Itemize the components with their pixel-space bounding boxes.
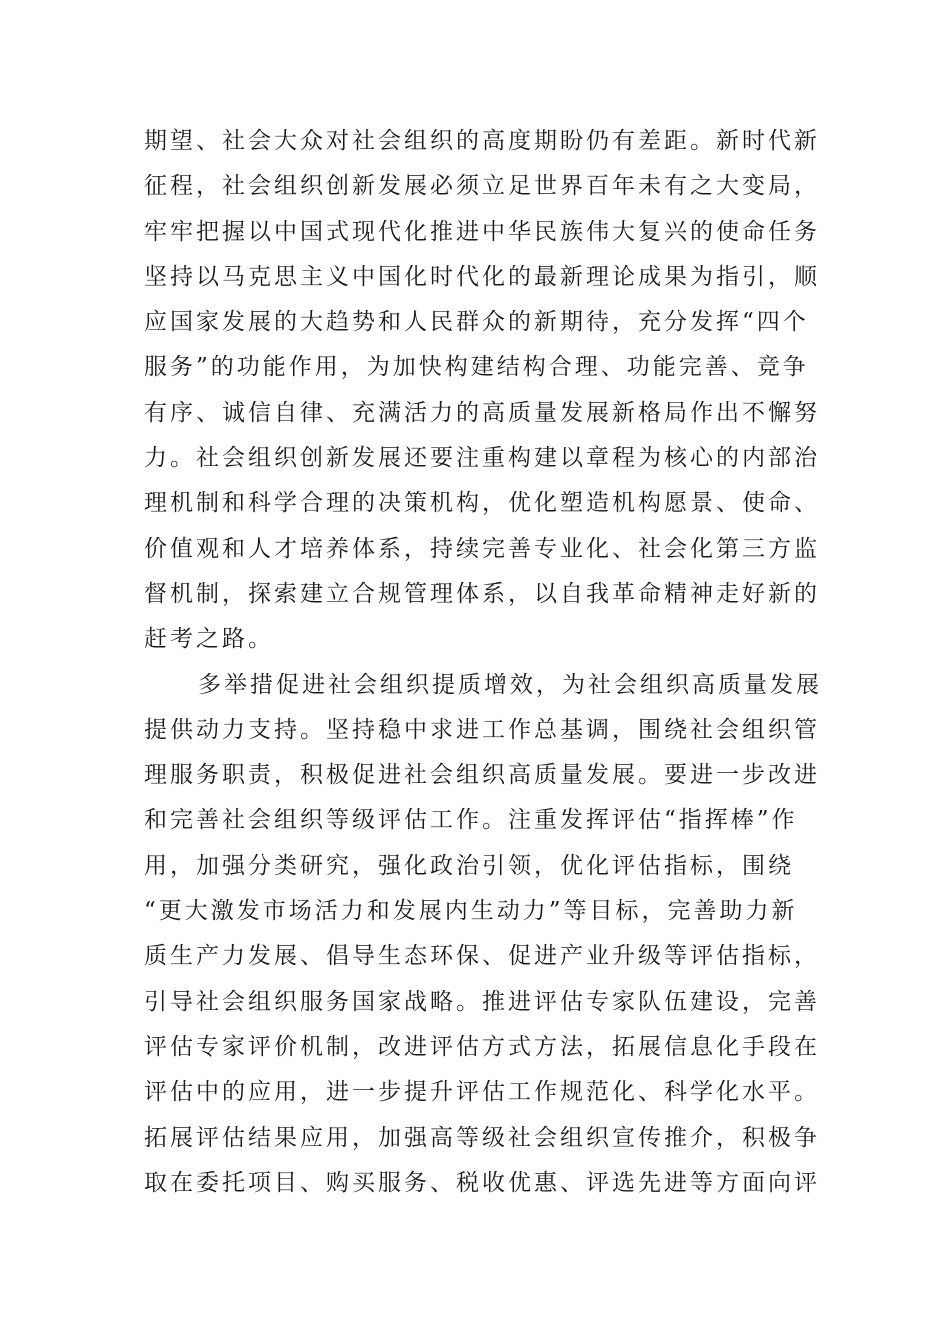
text-line: 理机制和科学合理的决策机构，优化塑造机构愿景、使命、 xyxy=(144,490,820,517)
text-line: 应国家发展的大趋势和人民群众的新期待，充分发挥“四个 xyxy=(144,309,809,336)
text-line: 用，加强分类研究，强化政治引领，优化评估指标，围绕 xyxy=(144,852,794,879)
text-line: 价值观和人才培养体系，持续完善专业化、社会化第三方监 xyxy=(144,535,820,562)
text-line: 服务”的功能作用，为加快构建结构合理、功能完善、竞争 xyxy=(144,354,809,381)
text-line: 期望、社会大众对社会组织的高度期盼仍有差距。新时代新 xyxy=(144,128,820,154)
text-line: 评估专家评价机制，改进评估方式方法，拓展信息化手段在 xyxy=(144,1033,820,1060)
text-line: 赶考之路。 xyxy=(144,626,274,653)
text-line: 引导社会组织服务国家战略。推进评估专家队伍建设，完善 xyxy=(144,988,820,1015)
text-line: 多举措促进社会组织提质增效，为社会组织高质量发展 xyxy=(198,671,822,698)
text-line: 督机制，探索建立合规管理体系，以自我革命精神走好新的 xyxy=(144,580,820,607)
text-line: 评估中的应用，进一步提升评估工作规范化、科学化水平。 xyxy=(144,1079,820,1106)
body-text xyxy=(144,119,822,1206)
text-line: 征程，社会组织创新发展必须立足世界百年未有之大变局， xyxy=(144,173,820,200)
text-line: 坚持以马克思主义中国化时代化的最新理论成果为指引，顺 xyxy=(144,263,820,290)
paragraph-2 xyxy=(144,663,822,1207)
text-line: 和完善社会组织等级评估工作。注重发挥评估“指挥棒”作 xyxy=(144,807,798,834)
text-line: 力。社会组织创新发展还要注重构建以章程为核心的内部治 xyxy=(144,445,820,472)
text-line: 牢牢把握以中国式现代化推进中华民族伟大复兴的使命任务 xyxy=(144,218,820,245)
paragraph-1 xyxy=(144,119,820,663)
text-line: 拓展评估结果应用，加强高等级社会组织宣传推介，积极争 xyxy=(144,1124,820,1151)
text-line: 有序、诚信自律、充满活力的高质量发展新格局作出不懈努 xyxy=(144,399,820,426)
text-line: “更大激发市场活力和发展内生动力”等目标，完善助力新 xyxy=(144,898,798,925)
text-line: 提供动力支持。坚持稳中求进工作总基调，围绕社会组织管 xyxy=(144,716,820,743)
text-line: 理服务职责，积极促进社会组织高质量发展。要进一步改进 xyxy=(144,762,820,789)
text-line: 取在委托项目、购买服务、税收优惠、评选先进等方面向评 xyxy=(144,1169,820,1196)
text-line: 质生产力发展、倡导生态环保、促进产业升级等评估指标， xyxy=(144,943,820,970)
